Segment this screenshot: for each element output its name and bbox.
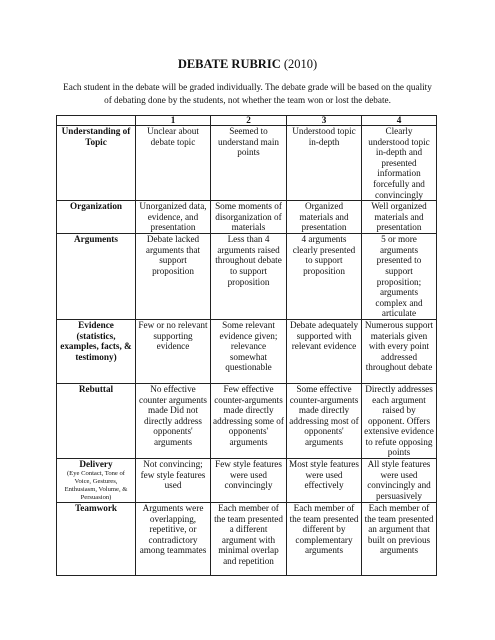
score-cell: Some relevant evidence given; relevance somewhat questionable [211,319,287,383]
document-title [0,57,495,72]
score-cell: 4 arguments clearly presented to support proposition [287,234,362,320]
score-cell: Debate adequately supported with relevant evidence [287,319,362,383]
score-cell: Each member of the team presented a different argument with minimal overlap and repetition [211,503,287,576]
score-cell: Few effective counter-arguments made directly addressing some of opponents' arguments [211,383,287,458]
score-cell: Each member of the team presented different by complementary arguments [287,503,362,576]
score-cell: Some effective counter-arguments made directly addressing most of opponents' arguments [287,383,362,458]
header-cell-score-3: 3 [287,116,362,126]
score-cell: Each member of the team presented an argument that built on previous arguments [362,503,437,576]
criterion-cell [57,503,136,576]
header-cell-score-1: 1 [136,116,211,126]
criterion-cell [57,383,136,458]
score-cell: Directly addresses each argument raised by opponent. Offers extensive evidence to refute opposing points [362,383,437,458]
criterion-cell [57,234,136,320]
table-row [57,201,437,234]
title-text: DEBATE RUBRIC [177,57,281,71]
score-cell: Seemed to understand main points [211,126,287,201]
score-cell: Not convincing; few style features used [136,459,211,503]
score-cell: Some moments of disorganization of materials [211,201,287,234]
header-cell-criterion [57,116,136,126]
criterion-cell [57,201,136,234]
criterion-label: Teamwork [74,503,118,514]
score-cell: Understood topic in-depth [287,126,362,201]
criterion-cell [57,459,136,503]
criterion-label: Arguments [74,234,118,245]
score-cell: Unorganized data, evidence, and presentation [136,201,211,234]
table-row [57,319,437,383]
score-cell: Debate lacked arguments that support proposition [136,234,211,320]
criterion-cell [57,319,136,383]
intro-paragraph: Each student in the debate will be graded individually. The debate grade will be based on the quality of debating done by the students, not whether the team won or lost the debate. [63,82,432,105]
score-cell: Unclear about debate topic [136,126,211,201]
score-cell: Few style features were used convincingly [211,459,287,503]
score-cell: Well organized materials and presentation [362,201,437,234]
table-row [57,459,437,503]
table-row [57,503,437,576]
criterion-label: Rebuttal [78,383,114,394]
score-cell: Arguments were overlapping, repetitive, or contradictory among teammates [136,503,211,576]
score-cell: Less than 4 arguments raised throughout debate to support proposition [211,234,287,320]
score-cell: Organized materials and presentation [287,201,362,234]
table-row [57,234,437,320]
criterion-label: Evidence (statistics, examples, facts, & testimony) [60,319,132,362]
score-cell: All style features were used convincingly and persuasively [362,459,437,503]
score-cell: No effective counter arguments made Did not directly address opponents' arguments [136,383,211,458]
criterion-sublabel: (Eye Contact, Tone of Voice, Gestures, Enthusiasm, Volume, & Persuasion) [64,469,128,501]
score-cell: Numerous support materials given with every point addressed throughout debate [362,319,437,383]
table-row [57,126,437,201]
header-row [57,116,437,126]
score-cell: Few or no relevant supporting evidence [136,319,211,383]
title-year: (2010) [283,57,318,71]
score-cell: 5 or more arguments presented to support proposition; arguments complex and articulate [362,234,437,320]
criterion-label: Organization [69,201,123,212]
score-cell: Clearly understood topic in-depth and presented information forcefully and convincingly [362,126,437,201]
criterion-label: Understanding of Topic [61,126,131,147]
header-cell-score-4: 4 [362,116,437,126]
criterion-label: Delivery [79,459,113,470]
header-cell-score-2: 2 [211,116,287,126]
table-row [57,383,437,458]
rubric-table [56,115,437,576]
criterion-cell [57,126,136,201]
score-cell: Most style features were used effectively [287,459,362,503]
